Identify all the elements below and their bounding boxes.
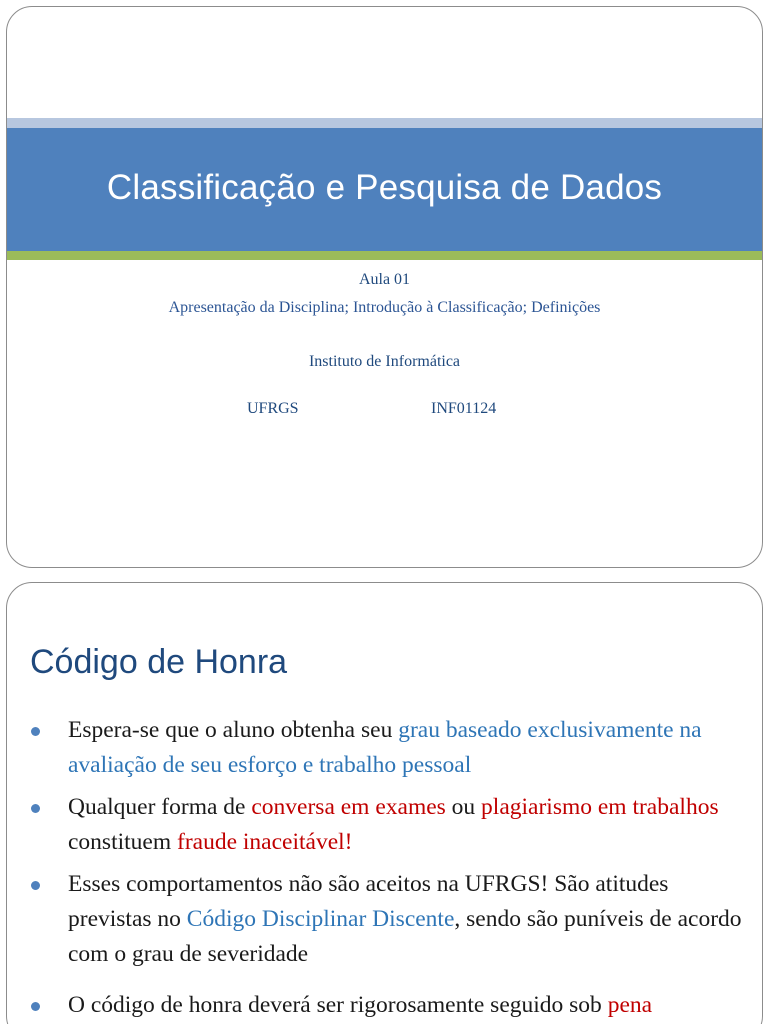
bullet-item <box>27 867 747 972</box>
slide-heading: Código de Honra <box>30 643 288 681</box>
bullet-dot-icon <box>31 1002 40 1011</box>
bullet-dot-icon <box>31 881 40 890</box>
bullet-item <box>27 988 747 1023</box>
institute-name: Instituto de Informática <box>308 353 461 370</box>
bullet-text: Espera-se que o aluno obtenha seu <box>68 717 399 743</box>
bullet-text: O código de honra deverá ser rigorosamente seguido sob <box>68 992 608 1018</box>
honor-code-slide <box>6 582 763 1024</box>
bullet-text: Qualquer forma de <box>68 794 252 820</box>
title-band-top-stripe <box>7 118 762 128</box>
title-slide <box>6 6 763 568</box>
bullet-highlight: plagiarismo em trabalhos <box>481 794 719 820</box>
bullet-highlight: fraude inaceitável! <box>177 829 353 855</box>
slide-title: Classificação e Pesquisa de Dados <box>106 167 663 207</box>
bullet-highlight: pena <box>607 992 653 1018</box>
university-name: UFRGS <box>247 400 299 417</box>
bullet-list <box>27 713 747 1024</box>
bullet-highlight: conversa em exames <box>251 794 446 820</box>
bullet-text: , sendo são puníveis de acordo com o grau de severidade <box>68 906 742 967</box>
bullet-text: ou <box>445 794 482 820</box>
title-band <box>7 128 762 251</box>
course-code: INF01124 <box>431 400 497 417</box>
bullet-item <box>27 713 747 783</box>
bullet-dot-icon <box>31 727 40 736</box>
bullet-text: Esses comportamentos não são aceitos na UFRGS! São atitudes previstas no <box>68 871 669 932</box>
title-band-bottom-stripe <box>7 251 762 260</box>
bullet-text: constituem <box>68 829 177 855</box>
bullet-highlight: Código Disciplinar Discente <box>186 906 455 932</box>
bullet-highlight: grau baseado exclusivamente na avaliação de seu esforço e trabalho pessoal <box>68 717 702 778</box>
bullet-dot-icon <box>31 804 40 813</box>
lecture-number: Aula 01 <box>358 271 411 288</box>
lecture-description: Apresentação da Disciplina; Introdução à Classificação; Definições <box>168 299 601 316</box>
bullet-item <box>27 790 747 860</box>
